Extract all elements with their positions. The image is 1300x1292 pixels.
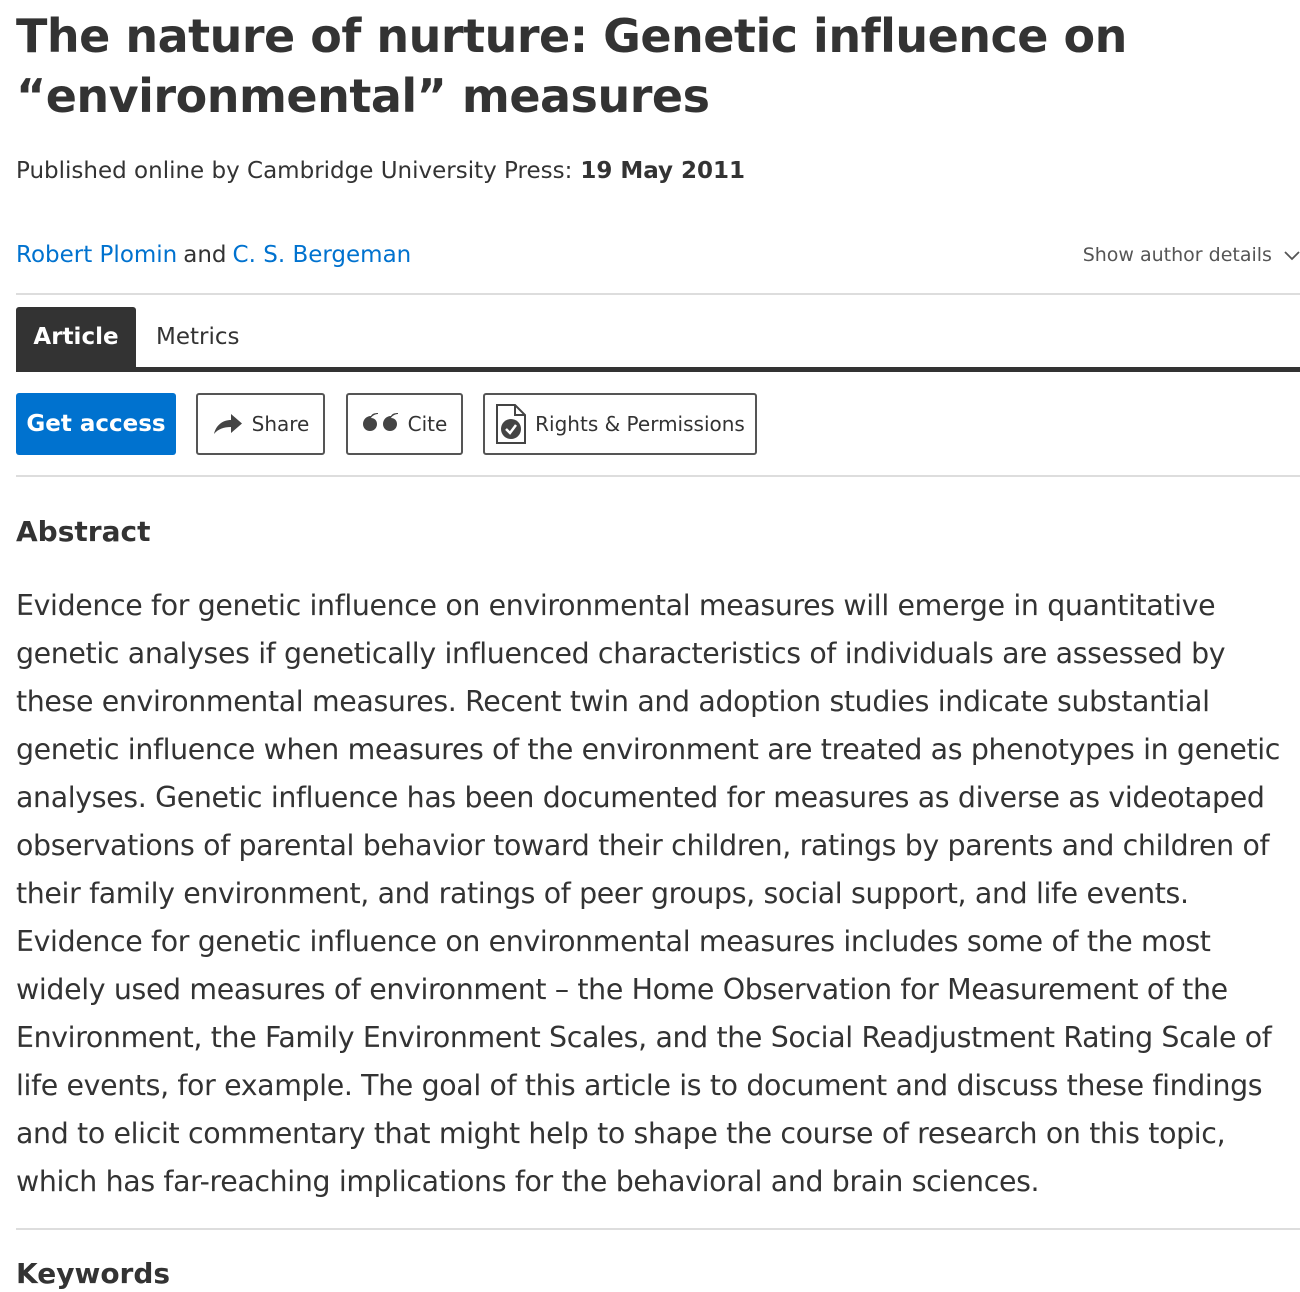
tab-article[interactable]: Article — [16, 307, 136, 369]
tabs-underline — [16, 367, 1300, 372]
author-link-plomin[interactable]: Robert Plomin — [16, 242, 178, 268]
share-label: Share — [251, 412, 310, 436]
rights-permissions-button[interactable] — [483, 393, 757, 455]
quote-icon — [362, 412, 400, 436]
chevron-down-icon — [1284, 251, 1300, 261]
share-arrow-icon — [212, 412, 244, 436]
keywords-heading: Keywords — [16, 1257, 171, 1290]
share-button[interactable] — [196, 393, 325, 455]
divider — [16, 475, 1300, 477]
authors-joiner: and — [183, 242, 227, 268]
published-label: Published online by Cambridge University Press: — [16, 158, 573, 184]
show-author-details-label: Show author details — [1082, 244, 1272, 266]
article-tabs — [16, 307, 1300, 373]
authors-row — [16, 238, 1300, 272]
author-list — [16, 238, 411, 272]
abstract-text: Evidence for genetic influence on environmental measures will emerge in quantitative genetic analyses if genetically influenced characteristics of individuals are assessed by these environmental measures. Recent twin and adoption studies indicate substantial genetic influence when measures of the environment are treated as phenotypes in genetic analyses. Genetic influence has been documented for measures as diverse as videotaped observations of parental behavior toward their children, ratings by parents and children of their family environment, and ratings of peer groups, social support, and life events. Evidence for genetic influence on environmental measures includes some of the most widely used measures of environment – the Home Observation for Measurement of the Environment, the Family Environment Scales, and the Social Readjustment Rating Scale of life events, for example. The goal of this article is to document and discuss these findings and to elicit commentary that might help to shape the course of research on this topic, which has far-reaching implications for the behavioral and brain sciences. — [16, 589, 1281, 1198]
cite-label: Cite — [407, 412, 448, 436]
published-date: 19 May 2011 — [580, 158, 746, 184]
show-author-details-toggle[interactable] — [1083, 240, 1300, 270]
document-check-icon — [495, 403, 527, 445]
article-title: The nature of nurture: Genetic influence on “environmental” measures — [16, 9, 1127, 123]
get-access-button[interactable] — [16, 393, 176, 455]
abstract-heading: Abstract — [16, 515, 151, 548]
tab-metrics[interactable]: Metrics — [156, 324, 240, 350]
action-toolbar — [16, 393, 1300, 455]
article-page — [16, 0, 1300, 1290]
rights-permissions-label: Rights & Permissions — [535, 412, 745, 436]
divider — [16, 293, 1300, 295]
publication-info — [16, 156, 1300, 186]
cite-button[interactable] — [346, 393, 463, 455]
get-access-label: Get access — [26, 411, 166, 437]
author-link-bergeman[interactable]: C. S. Bergeman — [232, 242, 412, 268]
divider — [16, 1228, 1300, 1230]
